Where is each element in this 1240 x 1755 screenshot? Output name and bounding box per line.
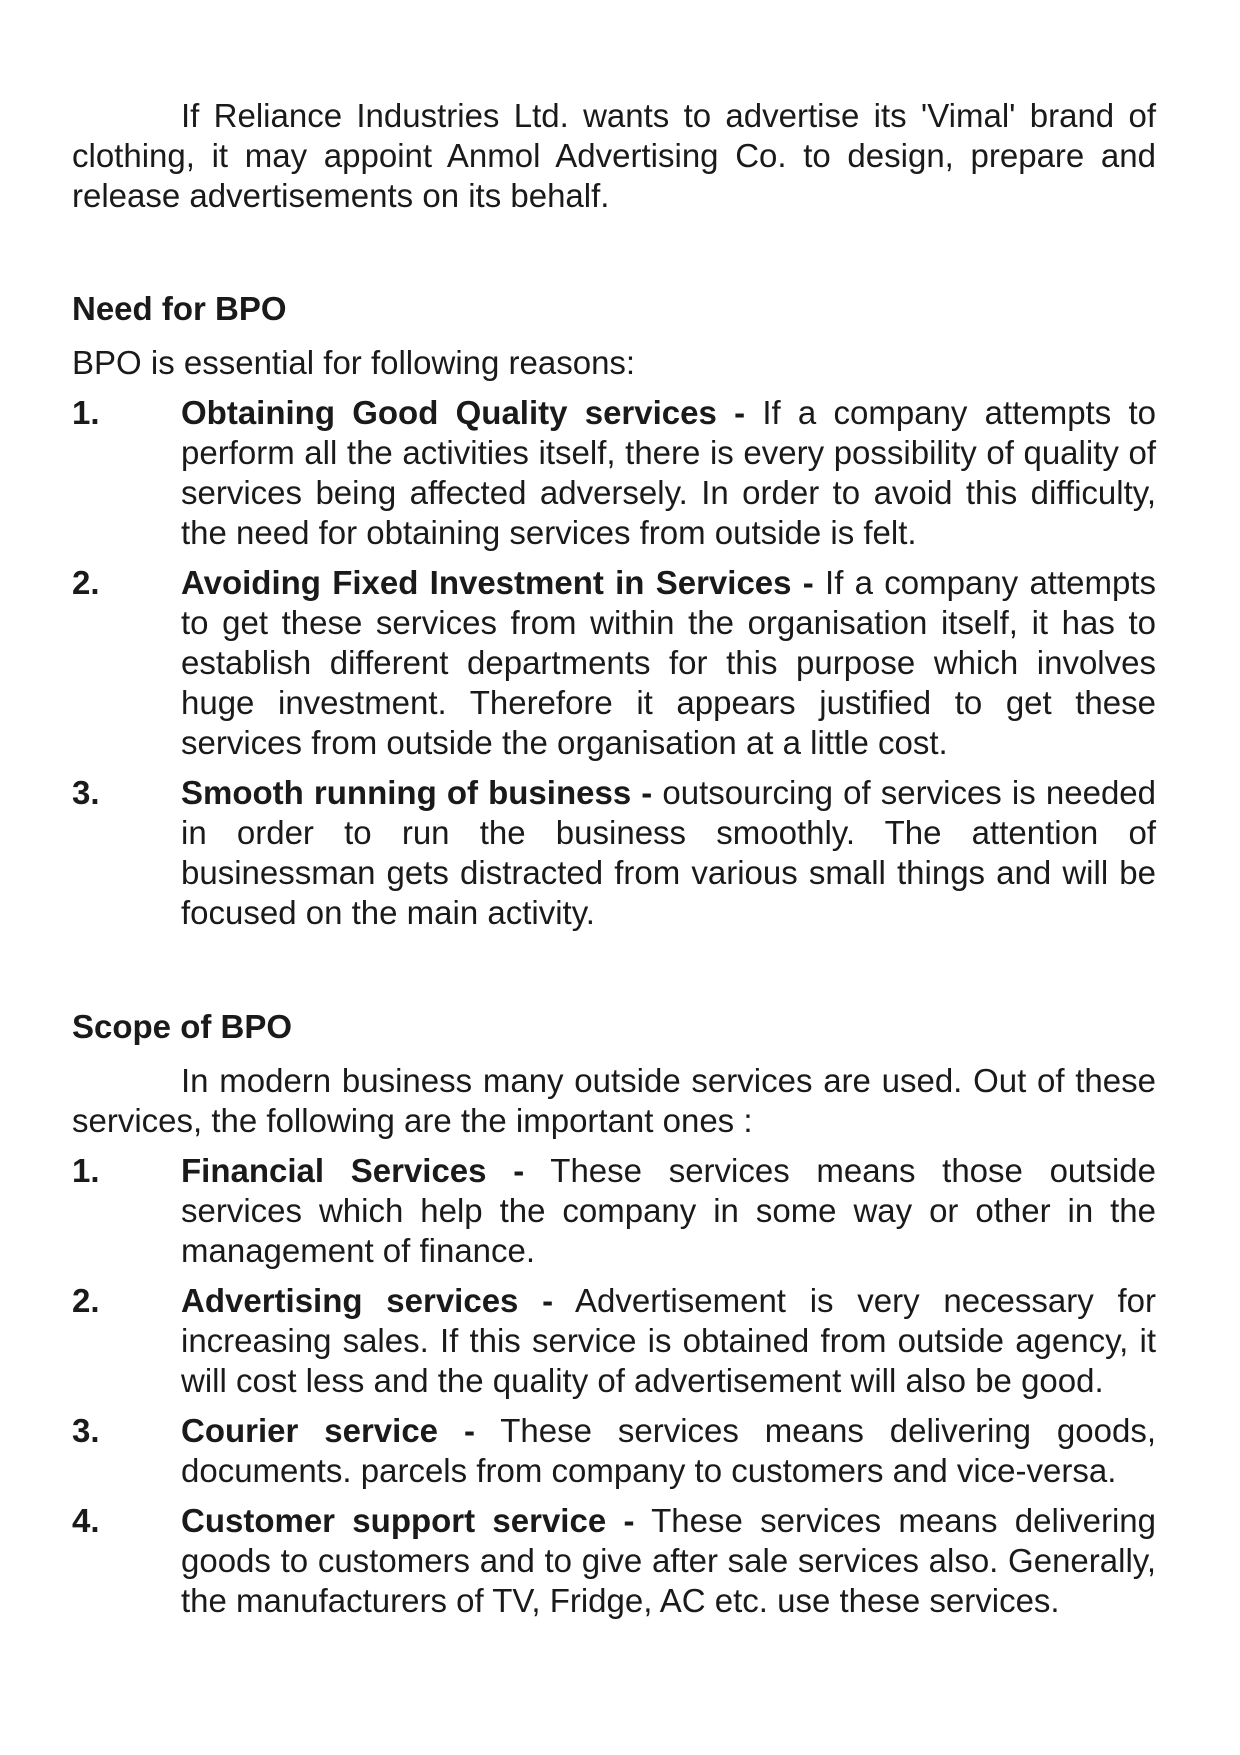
list-item-number: 3. xyxy=(72,1412,100,1449)
list-item-body xyxy=(181,773,1156,933)
list-item-body xyxy=(181,563,1156,763)
list-item xyxy=(72,1501,1156,1621)
list-item-number: 4. xyxy=(72,1502,100,1539)
list-item-text: These services means those outside services which help the company in some way or other in the management of finance. xyxy=(181,1152,1156,1269)
list-item-term: Customer support service - xyxy=(181,1502,635,1539)
document-page xyxy=(72,96,1156,1621)
list-item-body xyxy=(181,1501,1156,1621)
scope-lead: In modern business many outside services are used. Out of these services, the following are the important ones : xyxy=(72,1062,1156,1139)
need-lead: BPO is essential for following reasons: xyxy=(72,344,636,381)
list-item xyxy=(72,563,1156,763)
list-item-term: Smooth running of business - xyxy=(181,774,653,811)
list-item-text: If a company attempts to perform all the activities itself, there is every possibility of quality of services being affected adversely. In order to avoid this difficulty, the need for obtaining services from outside is felt. xyxy=(181,394,1156,551)
list-item-text: These services means delivering goods to customers and to give after sale services also. Generally, the manufacturers of TV, Fridge, AC etc. use these services. xyxy=(181,1502,1156,1619)
list-item-number: 3. xyxy=(72,774,100,811)
intro-paragraph: If Reliance Industries Ltd. wants to advertise its 'Vimal' brand of clothing, it may appoint Anmol Advertising Co. to design, prepare and release advertisements on its behalf. xyxy=(72,97,1156,214)
need-list xyxy=(72,393,1156,933)
list-item xyxy=(72,773,1156,933)
list-item-term: Courier service - xyxy=(181,1412,475,1449)
list-item xyxy=(72,1151,1156,1271)
list-item xyxy=(72,1411,1156,1491)
list-item-number: 2. xyxy=(72,564,100,601)
list-item-term: Avoiding Fixed Investment in Services - xyxy=(181,564,814,601)
list-item-number: 1. xyxy=(72,394,100,431)
list-item xyxy=(72,1281,1156,1401)
list-item-text: If a company attempts to get these services from within the organisation itself, it has to establish different departments for this purpose which involves huge investment. Therefore it appears justified to get these services from outside the organisation at a little cost. xyxy=(181,564,1156,761)
list-item-number: 2. xyxy=(72,1282,100,1319)
need-heading: Need for BPO xyxy=(72,290,287,327)
list-item-body xyxy=(181,1151,1156,1271)
list-item-term: Advertising services - xyxy=(181,1282,554,1319)
list-item-body xyxy=(181,1411,1156,1491)
scope-list xyxy=(72,1151,1156,1621)
list-item-term: Financial Services - xyxy=(181,1152,525,1189)
list-item-body xyxy=(181,393,1156,553)
list-item-term: Obtaining Good Quality services - xyxy=(181,394,746,431)
list-item-body xyxy=(181,1281,1156,1401)
list-item xyxy=(72,393,1156,553)
list-item-number: 1. xyxy=(72,1152,100,1189)
scope-heading: Scope of BPO xyxy=(72,1008,293,1045)
list-item-text: These services means delivering goods, documents. parcels from company to customers and vice-versa. xyxy=(181,1412,1156,1489)
list-item-text: outsourcing of services is needed in order to run the business smoothly. The attention of businessman gets distracted from various small things and will be focused on the main activity. xyxy=(181,774,1157,931)
list-item-text: Advertisement is very necessary for increasing sales. If this service is obtained from outside agency, it will cost less and the quality of advertisement will also be good. xyxy=(181,1282,1156,1399)
